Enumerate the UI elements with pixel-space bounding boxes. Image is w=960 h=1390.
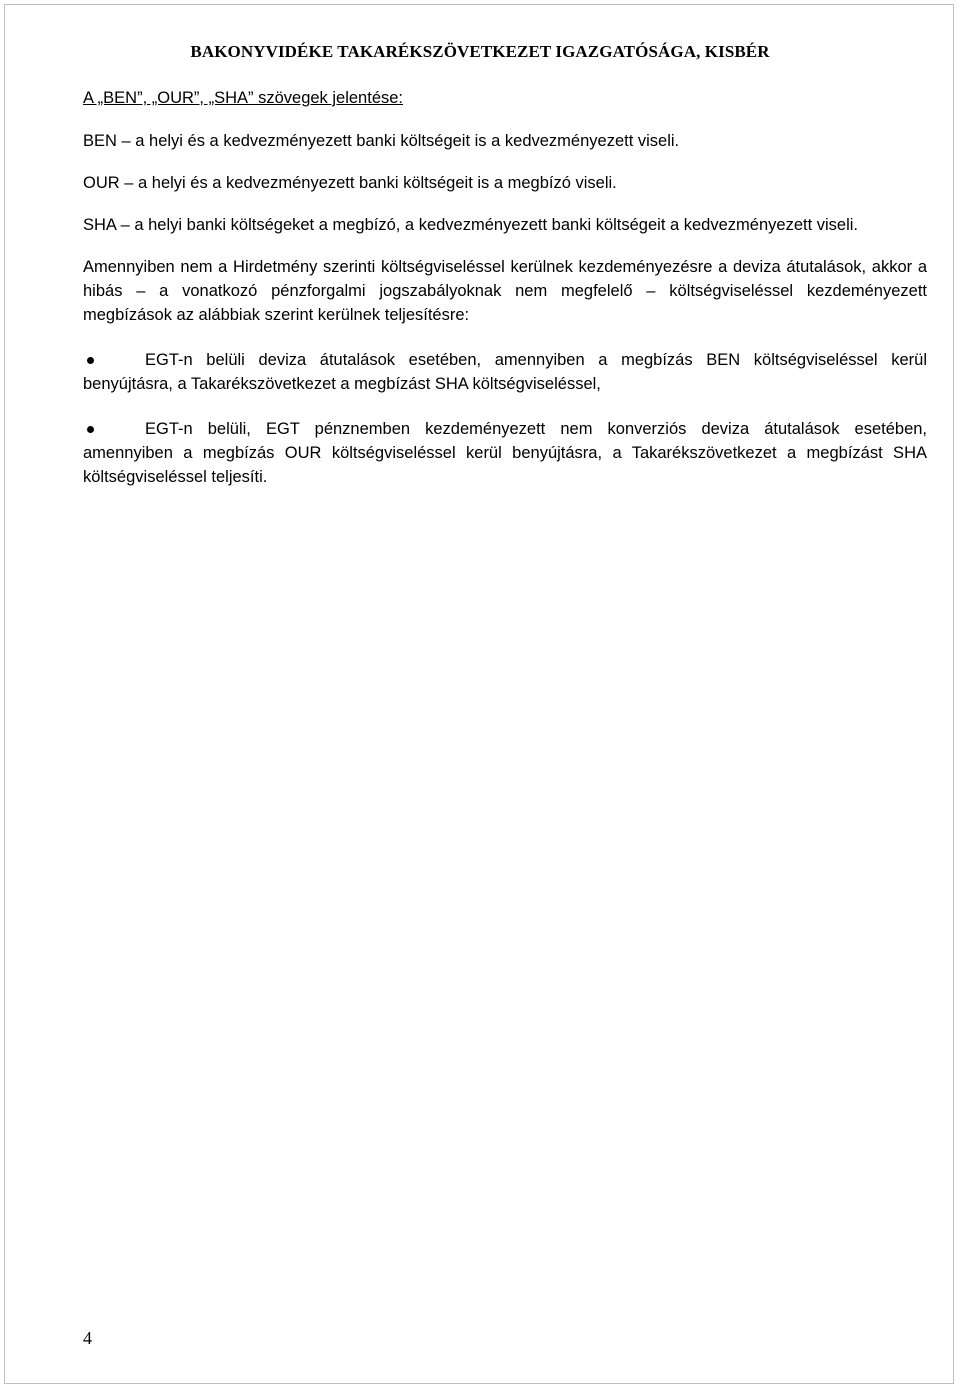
list-item xyxy=(83,417,927,489)
list-item-text: EGT-n belüli deviza átutalások esetében, amennyiben a megbízás BEN költségviseléssel kerül benyújtásra, a Takarékszövetkezet a megbízást SHA költségviseléssel, xyxy=(83,351,927,393)
bullet-icon xyxy=(87,426,94,433)
bullet-icon xyxy=(87,357,94,364)
page-number: 4 xyxy=(83,1328,92,1348)
list-item-text: EGT-n belüli, EGT pénznemben kezdeményezett nem konverziós deviza átutalások esetében, amennyiben a megbízás OUR költségviseléssel kerül benyújtásra, a Takarékszövetkezet a megbízást SHA költségviseléssel teljesíti. xyxy=(83,420,927,486)
definition-sha: SHA – a helyi banki költségeket a megbízó, a kedvezményezett banki költségeit a kedvezményezett viseli. xyxy=(83,216,859,234)
definition-ben: BEN – a helyi és a kedvezményezett banki költségeit is a kedvezményezett viseli. xyxy=(83,132,680,150)
document-body xyxy=(83,86,927,510)
definition-our: OUR – a helyi és a kedvezményezett banki költségeit is a megbízó viseli. xyxy=(83,174,617,192)
section-heading: A „BEN”, „OUR”, „SHA” szövegek jelentése: xyxy=(83,89,404,107)
body-paragraph: Amennyiben nem a Hirdetmény szerinti költségviseléssel kerülnek kezdeményezésre a deviza átutalások, akkor a hibás – a vonatkozó pénzforgalmi jogszabályoknak nem megfelelő – költségviseléssel kezdeményezett megbízások az alábbiak szerint kerülnek teljesítésre: xyxy=(83,258,927,324)
list-item xyxy=(83,348,927,396)
document-header: BAKONYVIDÉKE TAKARÉKSZÖVETKEZET IGAZGATÓSÁGA, KISBÉR xyxy=(190,42,770,61)
